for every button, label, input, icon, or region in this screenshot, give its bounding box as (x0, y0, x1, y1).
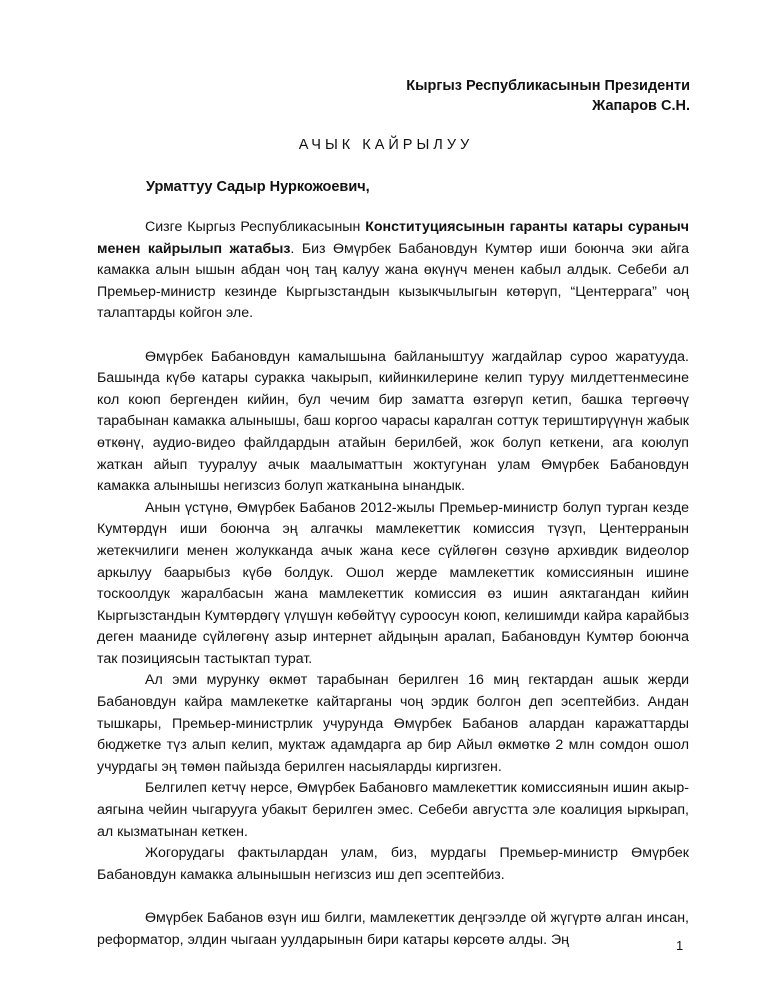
paragraph-3: Анын үстүнө, Өмүрбек Бабанов 2012-жылы Премьер-министр болуп турган кезде Кумтөрдүн иши боюнча эң алгачкы мамлекеттик комиссия түзүп, Центерранын жетекчилиги менен жолукканда ачык жана кесе сүйлөгөн сөзүнө архивдик видеолор аркылуу баарыбыз күбө болдук. Ошол жерде мамлекеттик комиссиянын ишине тоскоолдук жаралбасын жана мамлекеттик комиссия өз ишин аяктагандан кийин Кыргызстандын Кумтөрдөгү үлүшүн көбөйтүү суроосун коюп, келишимди кайра карайбыз деген мааниде сүйлөгөнү азыр интернет айдыңын аралап, Бабановдун Кумтөр боюнча так позициясын тастыктап турат. (97, 499, 689, 667)
page-number: 1 (676, 938, 684, 953)
addressee-block (380, 76, 690, 116)
paragraph-7: Өмүрбек Бабанов өзүн иш билги, мамлекеттик деңгээлде ой жүгүртө алган инсан, реформатор, элдин чыгаан уулдарынын бири катары көрсөтө алды. Эң (97, 910, 689, 948)
paragraph-4: Ал эми мурунку өкмөт тарабынан берилген 16 миң гектардан ашык жерди Бабановдун кайра мамлекетке кайтарганы чоң эрдик болгон деп эсептейбиз. Андан тышкары, Премьер-министрлик учурунда Өмүрбек Бабанов алардан каражаттарды бюджетке түз алып келип, муктаж адамдарга ар бир Айыл өкмөткө 2 млн сомдон ошол учурдагы эң төмөн пайызда берилген насыяларды киргизген. (97, 672, 689, 775)
salutation: Урматтуу Садыр Нуркожоевич, (146, 179, 370, 195)
paragraph-1-start: Сизге Кыргыз Республикасынын (145, 219, 366, 235)
addressee-name: Жапаров С.Н. (592, 98, 690, 114)
paragraph-1 (97, 217, 689, 325)
document-title: АЧЫК КАЙРЫЛУУ (298, 137, 474, 153)
letter-body (97, 217, 689, 951)
paragraph-1-emphasis: Конституциясынын гаранты катары сураныч менен кайрылып жатабыз (97, 219, 689, 257)
paragraph-5: Белгилеп кетчү нерсе, Өмүрбек Бабановго мамлекеттик комиссиянын ишин акыр-аягына чейин чыгарууга убакыт берилген эмес. Себеби августта эле коалиция ыркырап, ал кызматынан кеткен. (97, 780, 689, 840)
paragraph-6: Жогорудагы фактылардан улам, биз, мурдагы Премьер-министр Өмүрбек Бабановдун камакка алынышын негизсиз иш деп эсептейбиз. (97, 845, 689, 883)
addressee-title: Кыргыз Республикасынын Президенти (406, 78, 690, 94)
paragraph-2: Өмүрбек Бабановдун камалышына байланыштуу жагдайлар суроо жаратууда. Башында күбө катары суракка чакырып, кийинкилерине келип туруу милдеттенмесине кол коюп бергенден кийин, бул чечим бир заматта өзгөрүп кетип, башка тергөөчү тарабынан камакка алынышы, баш коргоо чарасы каралган соттук териштирүүнүн жабык өткөнү, аудио-видео файлдардын атайын берилбей, жок болуп кеткени, ага коюлуп жаткан айып тууралуу ачык маалыматтын жоктугунан улам Өмүрбек Бабановдун камакка алынышы негизсиз болуп жатканына ынандык. (97, 348, 689, 495)
paragraph-1-end: . Биз Өмүрбек Бабановдун Кумтөр иши боюнча эки айга камакка алын ышын абдан чоң таң калуу жана өкүнүч менен кабыл алдык. Себеби ал Премьер-министр кезинде Кыргызстандын кызыкчылыгын көтөрүп, “Центеррага” чоң талаптарды койгон эле. (97, 240, 689, 322)
